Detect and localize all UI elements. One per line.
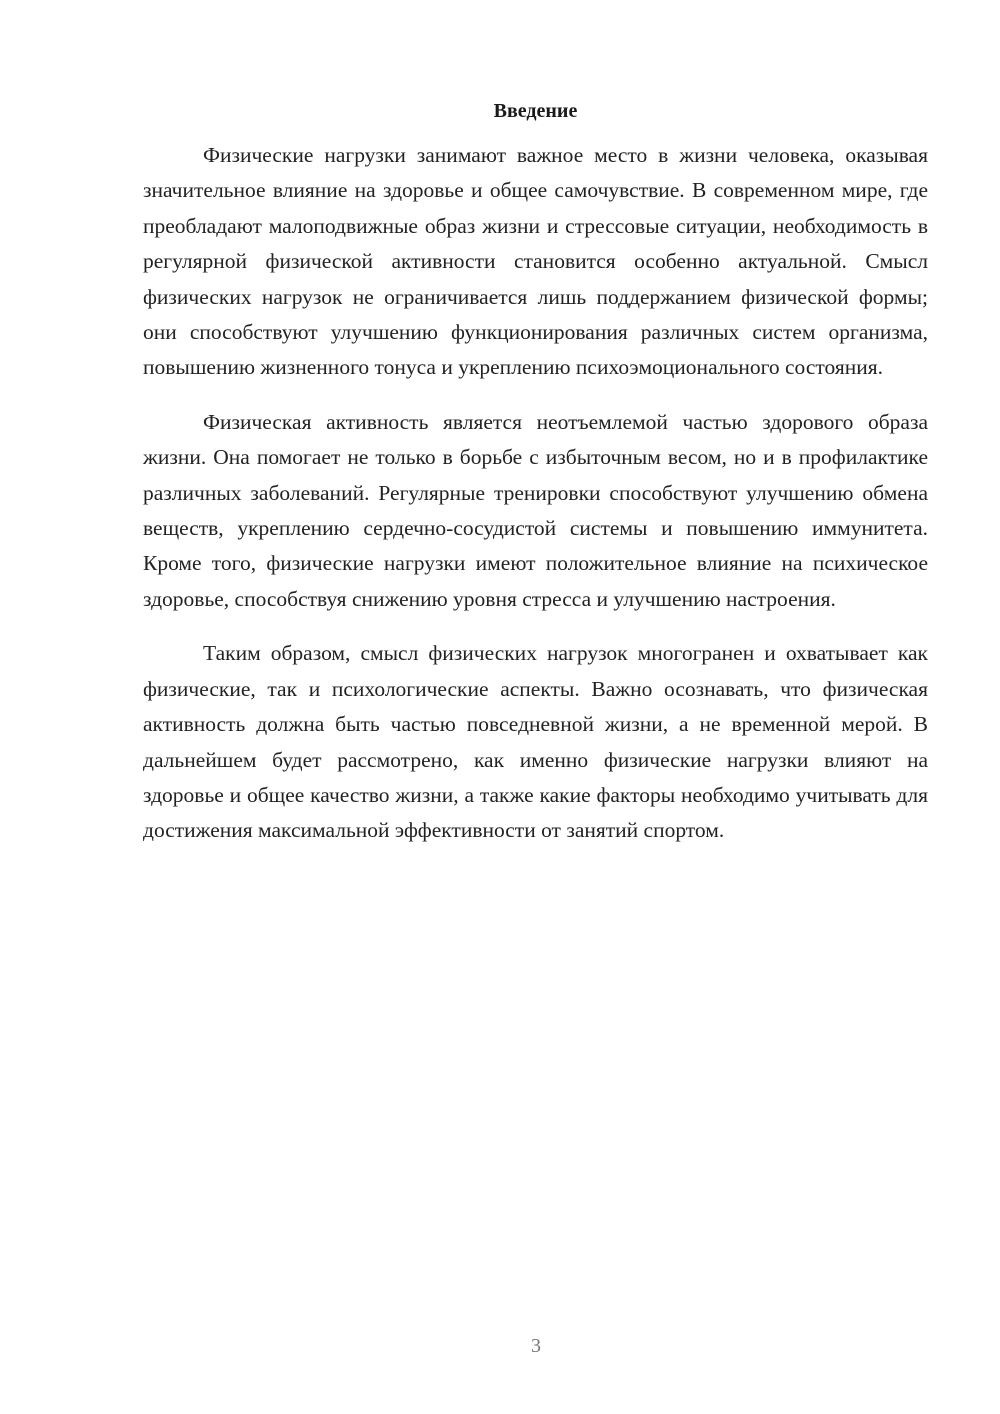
page-number: 3 [531,1335,541,1357]
section-title: Введение [493,100,578,122]
paragraph-3: Таким образом, смысл физических нагрузок многогранен и охватывает как физические, так и психологические аспекты. Важно осознавать, что физическая активность должна быть частью повседневной жизни, а не временной мерой. В дальнейшем будет рассмотрено, как именно физические нагрузки влияют на здоровье и общее качество жизни, а также какие факторы необходимо учитывать для достижения максимальной эффективности от занятий спортом. [143,641,928,843]
paragraph-2: Физическая активность является неотъемлемой частью здорового образа жизни. Она помогает не только в борьбе с избыточным весом, но и в профилактике различных заболеваний. Регулярные тренировки способствуют улучшению обмена веществ, укреплению сердечно-сосудистой системы и повышению иммунитета. Кроме того, физические нагрузки имеют положительное влияние на психическое здоровье, способствуя снижению уровня стресса и улучшению настроения. [143,409,928,611]
page-content [143,96,928,868]
paragraph-1: Физические нагрузки занимают важное место в жизни человека, оказывая значительное влияние на здоровье и общее самочувствие. В современном мире, где преобладают малоподвижные образ жизни и стрессовые ситуации, необходимость в регулярной физической активности становится особенно актуальной. Смысл физических нагрузок не ограничивается лишь поддержанием физической формы; они способствуют улучшению функционирования различных систем организма, повышению жизненного тонуса и укреплению психоэмоционального состояния. [143,143,928,380]
